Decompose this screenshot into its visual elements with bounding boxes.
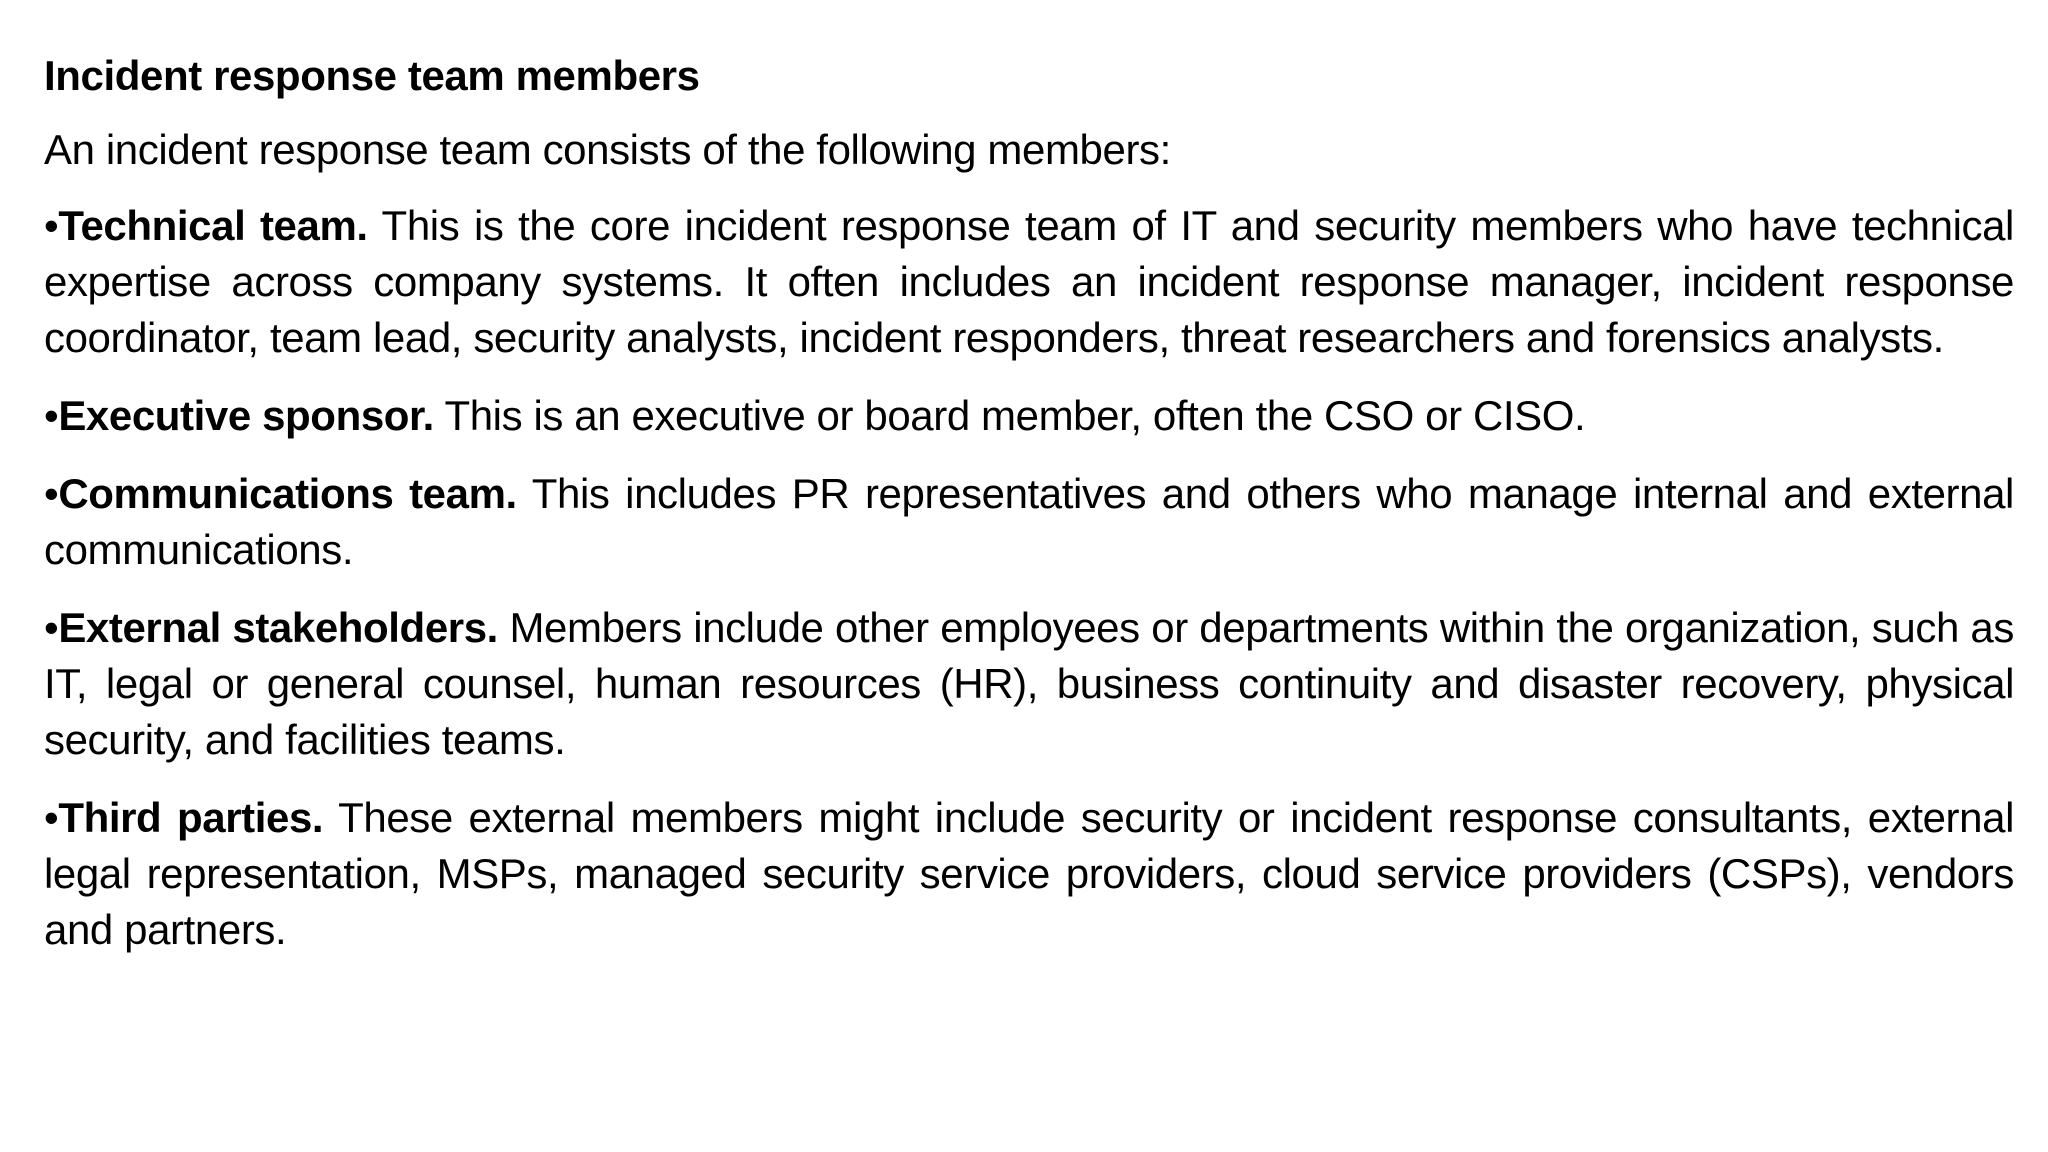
item-title: Communications team.: [58, 470, 517, 517]
intro-text: An incident response team consists of the following members:: [44, 126, 1171, 173]
item-text: This is the core incident response team of IT and security members who have technical expertise across company systems. It often includes an incident response manager, incident response coordinator, team lead, security analysts, incident responders, threat researchers and forensics analysts.: [44, 202, 2014, 361]
item-text: This includes PR representatives and others who manage internal and external communications.: [44, 470, 2014, 573]
list-item-external-stakeholders: [44, 600, 2014, 768]
bullet-icon: •: [44, 202, 59, 249]
item-text: This is an executive or board member, often the CSO or CISO.: [433, 392, 1586, 439]
section-heading: Incident response team members: [44, 52, 700, 99]
item-title: Technical team.: [58, 202, 368, 249]
bullet-icon: •: [44, 604, 59, 651]
item-title: Third parties.: [58, 794, 324, 841]
bullet-icon: •: [44, 470, 59, 517]
list-item-executive-sponsor: [44, 388, 2014, 444]
list-item-technical-team: [44, 198, 2014, 366]
item-text: Members include other employees or departments within the organization, such as IT, legal or general counsel, human resources (HR), business continuity and disaster recovery, physical security, and facilities teams.: [44, 604, 2014, 763]
list-item-third-parties: [44, 790, 2014, 958]
item-title: Executive sponsor.: [58, 392, 434, 439]
slide-content: [44, 48, 2014, 958]
item-text: These external members might include security or incident response consultants, external legal representation, MSPs, managed security service providers, cloud service providers (CSPs), vendors and partners.: [44, 794, 2014, 953]
item-title: External stakeholders.: [58, 604, 498, 651]
bullet-icon: •: [44, 794, 59, 841]
bullet-icon: •: [44, 392, 59, 439]
list-item-communications-team: [44, 466, 2014, 578]
